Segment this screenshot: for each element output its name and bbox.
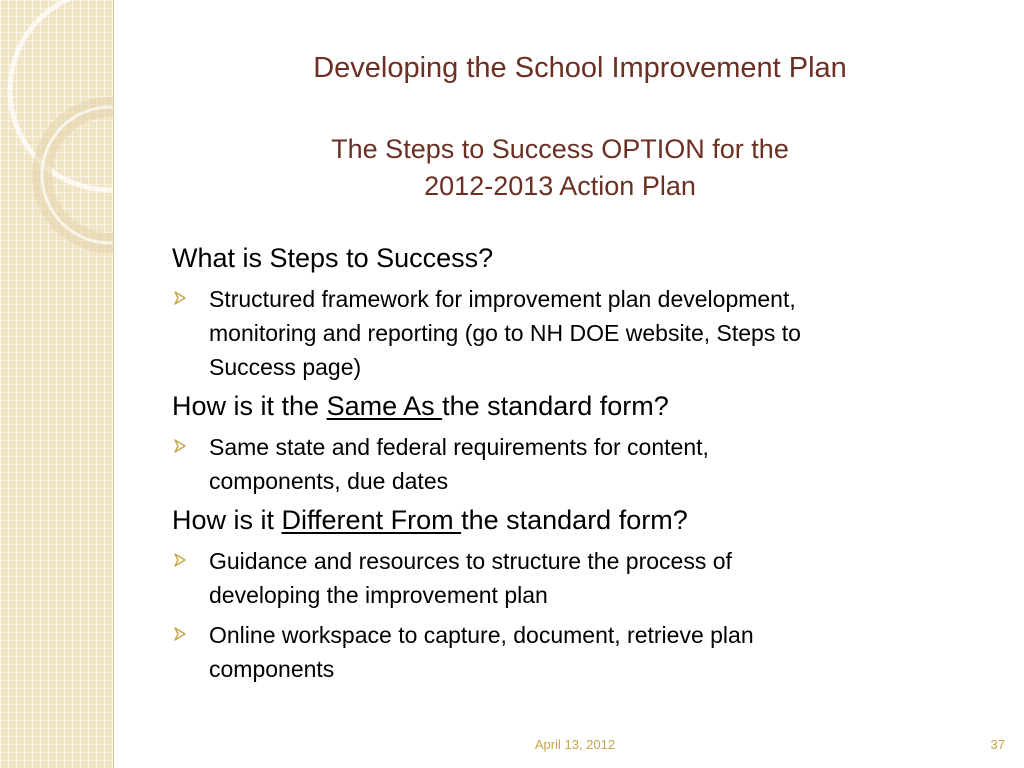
section-question-same-as [172,390,962,422]
bullet-item [172,544,962,612]
arrow-bullet-icon [173,291,187,305]
bullet-list-same-as [172,430,962,498]
question-text: What is Steps to Success? [172,243,494,273]
bullet-line: components [209,656,335,682]
decorative-circles [0,0,113,768]
section-question-what-is [172,242,962,274]
footer-page-number: 37 [990,737,1005,752]
bullet-line: monitoring and reporting (go to NH DOE website, Steps to [209,320,801,346]
bullet-line: developing the improvement plan [209,582,548,608]
subtitle-line-2: 2012-2013 Action Plan [424,171,696,201]
bullet-line: Guidance and resources to structure the process of [209,548,732,574]
footer-date: April 13, 2012 [534,737,616,752]
question-underlined: Same As [326,391,443,421]
subtitle-line-1: The Steps to Success OPTION for the [331,134,789,164]
question-underlined: Different From [281,505,462,535]
bullet-item [172,618,962,686]
decorative-side-panel [0,0,114,768]
question-suffix: the standard form? [442,391,669,421]
arrow-bullet-icon [173,627,187,641]
bullet-line: Success page) [209,354,362,380]
arrow-bullet-icon [173,439,187,453]
bullet-list-what-is [172,282,962,384]
bullet-line: components, due dates [209,468,449,494]
slide-subtitle [150,131,970,205]
slide-title: Developing the School Improvement Plan [313,52,847,84]
question-prefix: How is it the [172,391,327,421]
section-question-different-from [172,504,962,536]
bullet-line: Online workspace to capture, document, retrieve plan [209,622,754,648]
slide-content [172,236,962,692]
bullet-item [172,430,962,498]
question-prefix: How is it [172,505,282,535]
bullet-line: Same state and federal requirements for content, [209,434,709,460]
bullet-line: Structured framework for improvement plan development, [209,286,796,312]
bullet-list-different-from [172,544,962,686]
question-suffix: the standard form? [461,505,688,535]
arrow-bullet-icon [173,553,187,567]
bullet-item [172,282,962,384]
